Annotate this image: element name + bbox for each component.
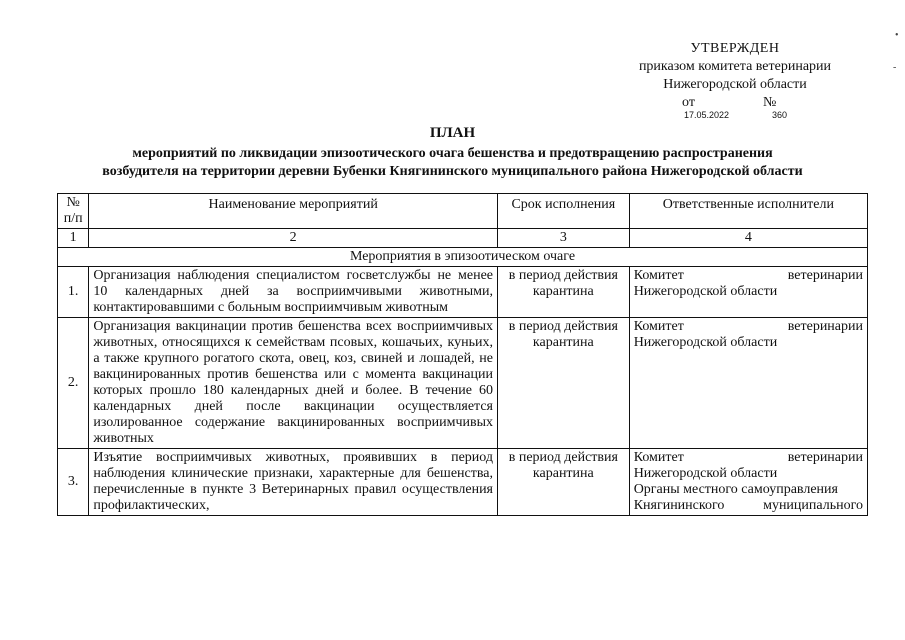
- table-row: [58, 318, 868, 449]
- row-term: в период действия карантина: [498, 318, 630, 449]
- row-number: 2.: [58, 318, 89, 449]
- responsible-line: Княгининского муниципального: [633, 498, 863, 513]
- section-title: Мероприятия в эпизоотическом очаге: [58, 248, 868, 267]
- responsible-line: Комитет ветеринарии: [633, 450, 863, 465]
- row-term: в период действия карантина: [498, 449, 630, 516]
- responsible-line: Комитет ветеринарии: [633, 268, 863, 283]
- plan-subtitle-line2: возбудителя на территории деревни Бубенки Княгининского муниципального района Нижегородской области: [102, 164, 803, 179]
- responsible-line: Нижегородской области: [633, 466, 778, 481]
- section-row: [58, 248, 868, 267]
- responsible-line: Комитет ветеринарии: [633, 319, 863, 334]
- document-title: [40, 124, 865, 181]
- from-label: от: [682, 95, 695, 110]
- order-date: 17.05.2022: [684, 110, 730, 120]
- scan-speck: •: [895, 30, 899, 41]
- header-name: Наименование мероприятий: [89, 194, 498, 229]
- plan-heading: ПЛАН: [429, 125, 476, 141]
- row-responsible: [629, 318, 867, 449]
- responsible-line: Нижегородской области: [633, 335, 778, 350]
- approval-line-region: Нижегородской области: [663, 77, 807, 92]
- table-index-row: [58, 229, 868, 248]
- approved-label: УТВЕРЖДЕН: [690, 41, 780, 56]
- table-header-row: [58, 194, 868, 229]
- header-resp: Ответственные исполнители: [629, 194, 867, 229]
- table-row: [58, 267, 868, 318]
- approval-date-row: [600, 94, 870, 118]
- approval-line-order: приказом комитета ветеринарии: [638, 59, 832, 74]
- header-term: Срок исполнения: [498, 194, 630, 229]
- table-row: [58, 449, 868, 516]
- row-activity: Организация наблюдения специалистом госветслужбы не менее 10 календарных дней за восприимчивыми животными, контактировавшими с больным восприимчивым животным: [89, 267, 498, 318]
- responsible-line: Нижегородской области: [633, 284, 778, 299]
- row-activity: Изъятие восприимчивых животных, проявивших в период наблюдения клинические признаки, характерные для бешенства, перечисленные в пункте 3 Ветеринарных правил осуществления профилактических,: [89, 449, 498, 516]
- index-cell: 4: [629, 229, 867, 248]
- row-number: 3.: [58, 449, 89, 516]
- row-activity: Организация вакцинации против бешенства всех восприимчивых животных, относящихся к семействам псовых, кошачьих, куньих, а также крупного рогатого скота, овец, коз, свиней и лошадей, не вакцинированных против бешенства или с момента вакцинации которых прошло 180 календарных дней и более. В течение 60 календарных дней после вакцинации осуществляется изолированное содержание вакцинированных восприимчивых животных: [89, 318, 498, 449]
- plan-table: [57, 193, 868, 516]
- index-cell: 3: [498, 229, 630, 248]
- header-num: № п/п: [58, 194, 89, 229]
- scan-speck: -: [893, 62, 897, 73]
- row-number: 1.: [58, 267, 89, 318]
- approval-stamp: [600, 40, 870, 118]
- plan-subtitle-line1: мероприятий по ликвидации эпизоотического очага бешенства и предотвращению распространения: [132, 146, 773, 161]
- row-responsible: [629, 267, 867, 318]
- row-term: в период действия карантина: [498, 267, 630, 318]
- order-number: 360: [772, 110, 788, 120]
- responsible-line: Органы местного самоуправления: [633, 482, 838, 497]
- index-cell: 2: [89, 229, 498, 248]
- index-cell: 1: [58, 229, 89, 248]
- row-responsible: [629, 449, 867, 516]
- number-label: №: [763, 95, 777, 110]
